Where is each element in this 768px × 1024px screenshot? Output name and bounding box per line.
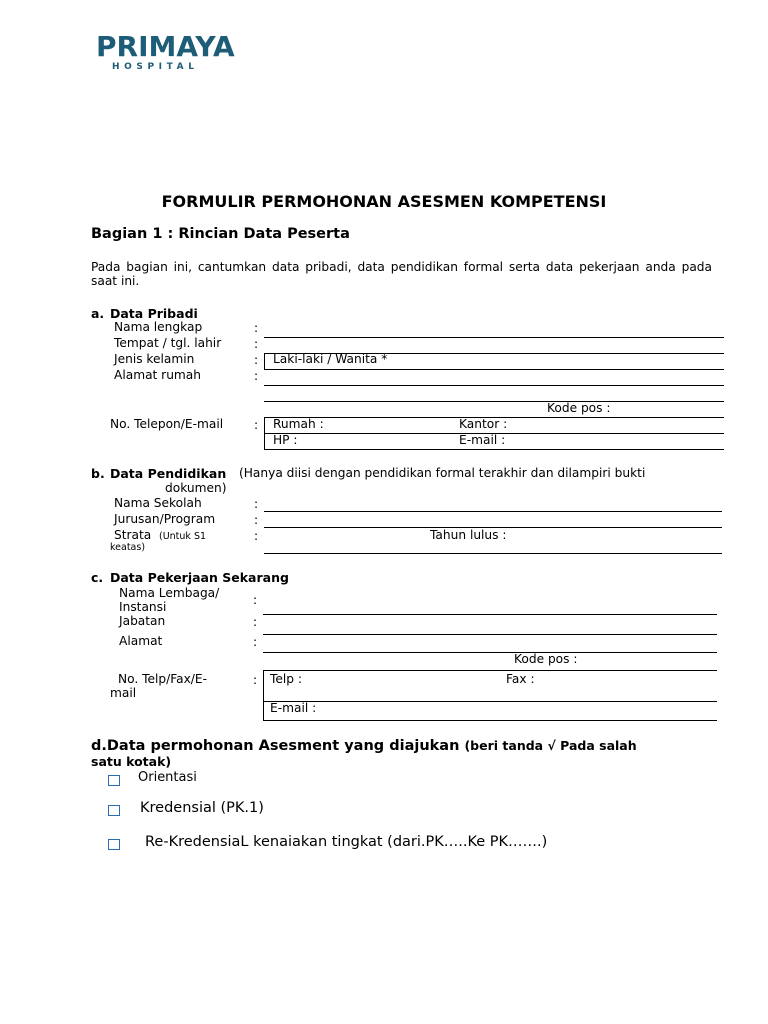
alamat-field[interactable]	[263, 652, 717, 653]
label-tempat-lahir: Tempat / tgl. lahir	[114, 336, 222, 350]
label-instansi: Instansi	[119, 600, 167, 614]
colon: :	[254, 513, 259, 527]
colon: :	[254, 337, 259, 351]
field-border	[263, 670, 264, 720]
colon: :	[254, 321, 259, 335]
intro-text: Pada bagian ini, cantumkan data pribadi, data pendidikan formal serta data pekerjaan anda pada saat ini.	[91, 260, 712, 288]
form-title: FORMULIR PERMOHONAN ASESMEN KOMPETENSI	[161, 192, 607, 211]
section-b-note-2: dokumen)	[165, 481, 227, 495]
telp-fax-field[interactable]	[263, 701, 717, 702]
section-d-note-2: satu kotak)	[91, 754, 172, 769]
field-border	[264, 353, 265, 369]
kode-pos-label: Kode pos :	[547, 401, 611, 415]
checkbox-orientasi[interactable]	[108, 775, 120, 786]
section-d-note: (beri tanda √ Pada salah	[464, 738, 637, 753]
tahun-lulus-label: Tahun lulus :	[430, 528, 507, 542]
section-b-letter: b.	[91, 466, 105, 481]
label-jenis-kelamin: Jenis kelamin	[114, 352, 195, 366]
logo-subtitle: HOSPITAL	[112, 62, 199, 72]
section-d-heading	[91, 738, 637, 754]
option-kredensial: Kredensial (PK.1)	[140, 800, 264, 816]
jabatan-field[interactable]	[263, 634, 717, 635]
alamat-rumah-field-2[interactable]	[264, 401, 724, 402]
email-field[interactable]	[264, 449, 724, 450]
colon: :	[253, 593, 258, 607]
alamat-rumah-field[interactable]	[264, 385, 724, 386]
label-alamat: Alamat	[119, 634, 163, 648]
label-telp-fax-2: mail	[110, 686, 137, 700]
section-heading: Bagian 1 : Rincian Data Peserta	[91, 226, 350, 242]
label-strata: Strata	[114, 528, 152, 542]
label-nama-sekolah: Nama Sekolah	[114, 496, 202, 510]
colon: :	[254, 353, 259, 367]
jenis-kelamin-field[interactable]	[264, 369, 724, 370]
kantor-label: Kantor :	[459, 417, 508, 431]
label-jabatan: Jabatan	[119, 614, 166, 628]
label-telp-fax: No. Telp/Fax/E-	[118, 672, 207, 686]
colon: :	[253, 615, 258, 629]
kode-pos-label-c: Kode pos :	[514, 652, 578, 666]
section-a-letter: a.	[91, 306, 105, 321]
section-a-heading: Data Pribadi	[110, 306, 198, 321]
section-c-heading: Data Pekerjaan Sekarang	[110, 570, 289, 585]
strata-note: (Untuk S1	[159, 531, 207, 542]
option-re-kredensial: Re-KredensiaL kenaiakan tingkat (dari.PK…..Ke PK…….)	[145, 834, 548, 850]
jenis-kelamin-options[interactable]: Laki-laki / Wanita *	[273, 352, 388, 366]
section-d-title: d.Data permohonan Asesment yang diajukan	[91, 738, 460, 754]
colon: :	[254, 497, 259, 511]
colon: :	[254, 369, 259, 383]
label-alamat-rumah: Alamat rumah	[114, 368, 201, 382]
section-b-note: (Hanya diisi dengan pendidikan formal terakhir dan dilampiri bukti	[239, 466, 646, 480]
rumah-label: Rumah :	[273, 417, 324, 431]
nama-lengkap-field[interactable]	[264, 337, 724, 338]
kode-pos-field-c[interactable]	[263, 670, 717, 671]
fax-label: Fax :	[506, 672, 535, 686]
colon: :	[254, 529, 259, 543]
colon: :	[253, 673, 258, 687]
section-b-heading: Data Pendidikan	[110, 466, 227, 481]
strata-note-2: keatas)	[110, 542, 146, 553]
colon: :	[253, 635, 258, 649]
email-label-c: E-mail :	[270, 701, 317, 715]
email-field-c[interactable]	[263, 720, 717, 721]
nama-lembaga-field[interactable]	[263, 614, 717, 615]
label-nama-lengkap: Nama lengkap	[114, 320, 203, 334]
strata-field[interactable]	[264, 553, 722, 554]
label-nama-lembaga: Nama Lembaga/	[119, 586, 220, 600]
hp-label: HP :	[273, 433, 298, 447]
label-jurusan: Jurusan/Program	[114, 512, 216, 526]
primaya-logo: PRIMAYA	[96, 30, 235, 63]
email-label: E-mail :	[459, 433, 506, 447]
nama-sekolah-field[interactable]	[264, 511, 722, 512]
section-c-letter: c.	[91, 570, 104, 585]
checkbox-kredensial[interactable]	[108, 805, 120, 816]
label-telepon-email: No. Telepon/E-mail	[110, 417, 224, 431]
colon: :	[254, 418, 259, 432]
telp-label: Telp :	[270, 672, 302, 686]
option-orientasi: Orientasi	[138, 770, 197, 785]
checkbox-re-kredensial[interactable]	[108, 839, 120, 850]
